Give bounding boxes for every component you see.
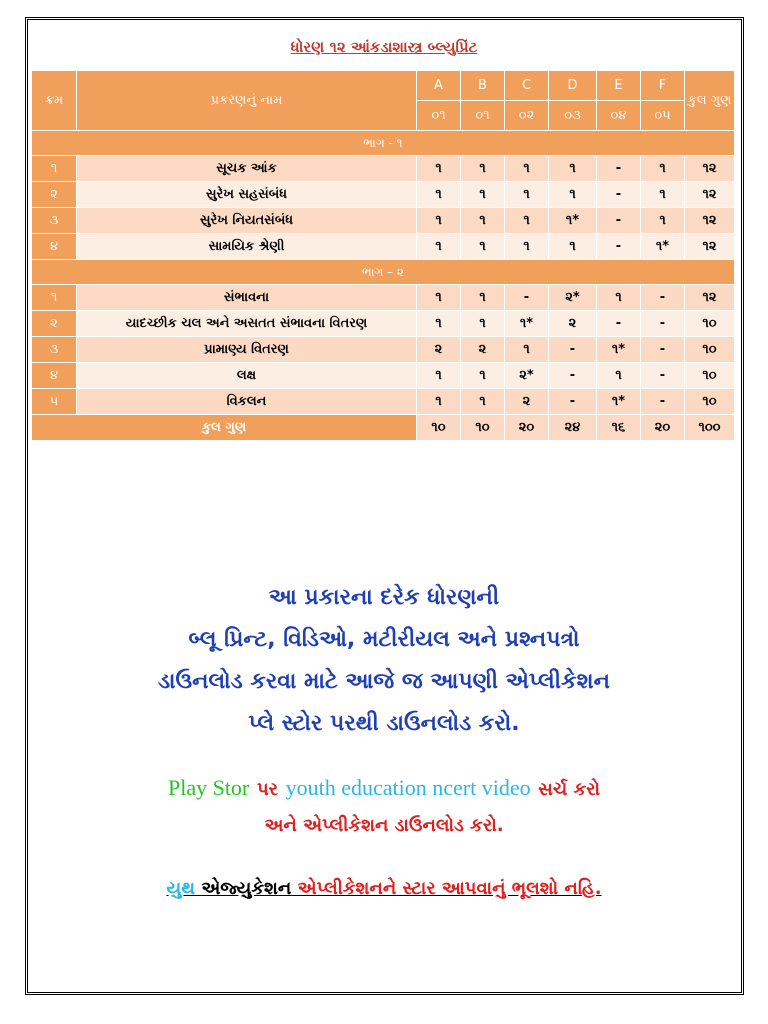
chapter-name: સંભાવના [77, 285, 417, 311]
chapter-name: સુરેખ સહસંબંધ [77, 182, 417, 208]
header-marks-e: ૦૪ [597, 101, 641, 131]
marks-cell: - [597, 234, 641, 260]
header-marks-f: ૦૫ [641, 101, 685, 131]
section-label: ભાગ - ૧ [32, 131, 735, 156]
yuth-text: યુથ [166, 878, 196, 899]
promo-line-3: ડાઉનલોડ કરવા માટે આજે જ આપણી એપ્લીકેશન [158, 669, 610, 694]
promo-line-2: બ્લૂ પ્રિન્ટ, વિડિઓ, મટીરીયલ અને પ્રશ્નપત્રો [188, 627, 580, 652]
marks-cell: ૧ [461, 156, 505, 182]
search-action-text: સર્ચ કરો [538, 779, 601, 800]
page-title: ધોરણ ૧૨ આંકડાશાસ્ત્ર બ્લ્યુપ્રિંટ [290, 38, 478, 56]
marks-cell: ૧* [597, 337, 641, 363]
marks-cell: ૧ [417, 208, 461, 234]
row-index: ૧ [32, 285, 77, 311]
marks-cell: - [641, 337, 685, 363]
section-label: ભાગ – ૨ [32, 260, 735, 285]
header-total: કુલ ગુણ [685, 71, 735, 131]
row-total: ૧૦ [685, 311, 735, 337]
promo-line-6: અને એપ્લીકેશન ડાઉનલોડ કરો. [264, 815, 504, 836]
chapter-name: સુરેખ નિયતસંબંધ [77, 208, 417, 234]
marks-cell: ૧ [505, 156, 549, 182]
marks-cell: ૧ [505, 208, 549, 234]
header-col-c: C [505, 71, 549, 101]
promo-line-1: આ પ્રકારના દરેક ધોરણની [268, 585, 500, 610]
header-chapter: પ્રકરણનું નામ [77, 71, 417, 131]
total-row [32, 415, 735, 441]
marks-cell: ૧ [597, 363, 641, 389]
marks-cell: ૨ [505, 389, 549, 415]
marks-cell: - [549, 337, 597, 363]
total-cell: ૧૬ [597, 415, 641, 441]
table-row [32, 337, 735, 363]
marks-cell: ૧ [417, 285, 461, 311]
chapter-name: સામયિક શ્રેણી [77, 234, 417, 260]
row-index: ૩ [32, 208, 77, 234]
marks-cell: ૧ [549, 234, 597, 260]
marks-cell: - [597, 311, 641, 337]
marks-cell: ૧ [461, 182, 505, 208]
header-col-a: A [417, 71, 461, 101]
marks-cell: - [641, 311, 685, 337]
row-total: ૧૨ [685, 285, 735, 311]
search-term-text: youth education ncert video [285, 775, 531, 800]
marks-cell: ૧ [505, 337, 549, 363]
row-index: ૨ [32, 182, 77, 208]
chapter-name: પ્રામાણ્ય વિતરણ [77, 337, 417, 363]
marks-cell: ૨* [505, 363, 549, 389]
marks-cell: - [641, 363, 685, 389]
table-row [32, 389, 735, 415]
row-index: ૪ [32, 234, 77, 260]
row-index: ૪ [32, 363, 77, 389]
row-total: ૧૨ [685, 182, 735, 208]
table-row [32, 311, 735, 337]
marks-cell: - [597, 182, 641, 208]
marks-cell: ૧* [505, 311, 549, 337]
marks-cell: - [549, 363, 597, 389]
chapter-name: યાદચ્છીક ચલ અને અસતત સંભાવના વિતરણ [77, 311, 417, 337]
total-cell: ૧૦ [417, 415, 461, 441]
row-total: ૧૨ [685, 208, 735, 234]
par-text: પર [256, 779, 278, 800]
table-row [32, 363, 735, 389]
marks-cell: ૧* [549, 208, 597, 234]
education-text: એજ્યુકેશન [201, 878, 292, 899]
row-index: ૧ [32, 156, 77, 182]
header-col-e: E [597, 71, 641, 101]
marks-cell: - [549, 389, 597, 415]
table-row [32, 156, 735, 182]
table-row [32, 208, 735, 234]
marks-cell: ૧ [641, 208, 685, 234]
row-index: ૩ [32, 337, 77, 363]
header-col-f: F [641, 71, 685, 101]
chapter-name: લક્ષ [77, 363, 417, 389]
marks-cell: ૧ [505, 182, 549, 208]
chapter-name: વિકલન [77, 389, 417, 415]
total-cell: ૧૦ [461, 415, 505, 441]
marks-cell: ૧ [641, 156, 685, 182]
marks-cell: ૧ [461, 311, 505, 337]
marks-cell: ૧ [417, 234, 461, 260]
promo-line-4: પ્લે સ્ટોર પરથી ડાઉનલોડ કરો. [248, 711, 520, 736]
promo-line-5 [0, 775, 768, 801]
row-index: ૨ [32, 311, 77, 337]
marks-cell: - [641, 285, 685, 311]
header-index: ક્રમ [32, 71, 77, 131]
marks-cell: ૧ [461, 208, 505, 234]
marks-cell: ૨ [461, 337, 505, 363]
header-col-d: D [549, 71, 597, 101]
marks-cell: - [597, 208, 641, 234]
header-marks-a: ૦૧ [417, 101, 461, 131]
marks-cell: ૨ [549, 311, 597, 337]
promo-line-7 [0, 878, 768, 899]
marks-cell: ૧ [417, 389, 461, 415]
play-store-text: Play Stor [167, 775, 250, 800]
section-row [32, 131, 735, 156]
table-row [32, 234, 735, 260]
table-row [32, 182, 735, 208]
header-marks-d: ૦૩ [549, 101, 597, 131]
blueprint-table [31, 70, 735, 441]
row-total: ૧૦ [685, 363, 735, 389]
marks-cell: ૧ [461, 363, 505, 389]
chapter-name: સૂચક આંક [77, 156, 417, 182]
row-total: ૧૦ [685, 337, 735, 363]
marks-cell: ૨ [417, 337, 461, 363]
marks-cell: ૨* [549, 285, 597, 311]
marks-cell: ૧ [597, 285, 641, 311]
total-label: કુલ ગુણ [32, 415, 417, 441]
marks-cell: ૧* [641, 234, 685, 260]
total-cell: ૨૪ [549, 415, 597, 441]
marks-cell: ૧ [417, 363, 461, 389]
marks-cell: ૧ [505, 234, 549, 260]
marks-cell: - [597, 156, 641, 182]
marks-cell: ૧ [417, 156, 461, 182]
section-row [32, 260, 735, 285]
marks-cell: ૧ [461, 389, 505, 415]
marks-cell: ૧ [417, 182, 461, 208]
marks-cell: ૧ [461, 285, 505, 311]
total-cell: ૨૦ [641, 415, 685, 441]
row-index: ૫ [32, 389, 77, 415]
header-col-b: B [461, 71, 505, 101]
row-total: ૧૦ [685, 389, 735, 415]
marks-cell: ૧ [417, 311, 461, 337]
rate-app-text: એપ્લીકેશનને સ્ટાર આપવાનું ભૂલશો નહિ. [297, 878, 602, 899]
marks-cell: ૧ [461, 234, 505, 260]
table-row [32, 285, 735, 311]
total-cell: ૨૦ [505, 415, 549, 441]
header-marks-b: ૦૧ [461, 101, 505, 131]
row-total: ૧૨ [685, 234, 735, 260]
header-marks-c: ૦૨ [505, 101, 549, 131]
grand-total: ૧૦૦ [685, 415, 735, 441]
marks-cell: ૧ [549, 182, 597, 208]
marks-cell: - [505, 285, 549, 311]
row-total: ૧૨ [685, 156, 735, 182]
marks-cell: ૧ [641, 182, 685, 208]
marks-cell: ૧* [597, 389, 641, 415]
marks-cell: - [641, 389, 685, 415]
marks-cell: ૧ [549, 156, 597, 182]
